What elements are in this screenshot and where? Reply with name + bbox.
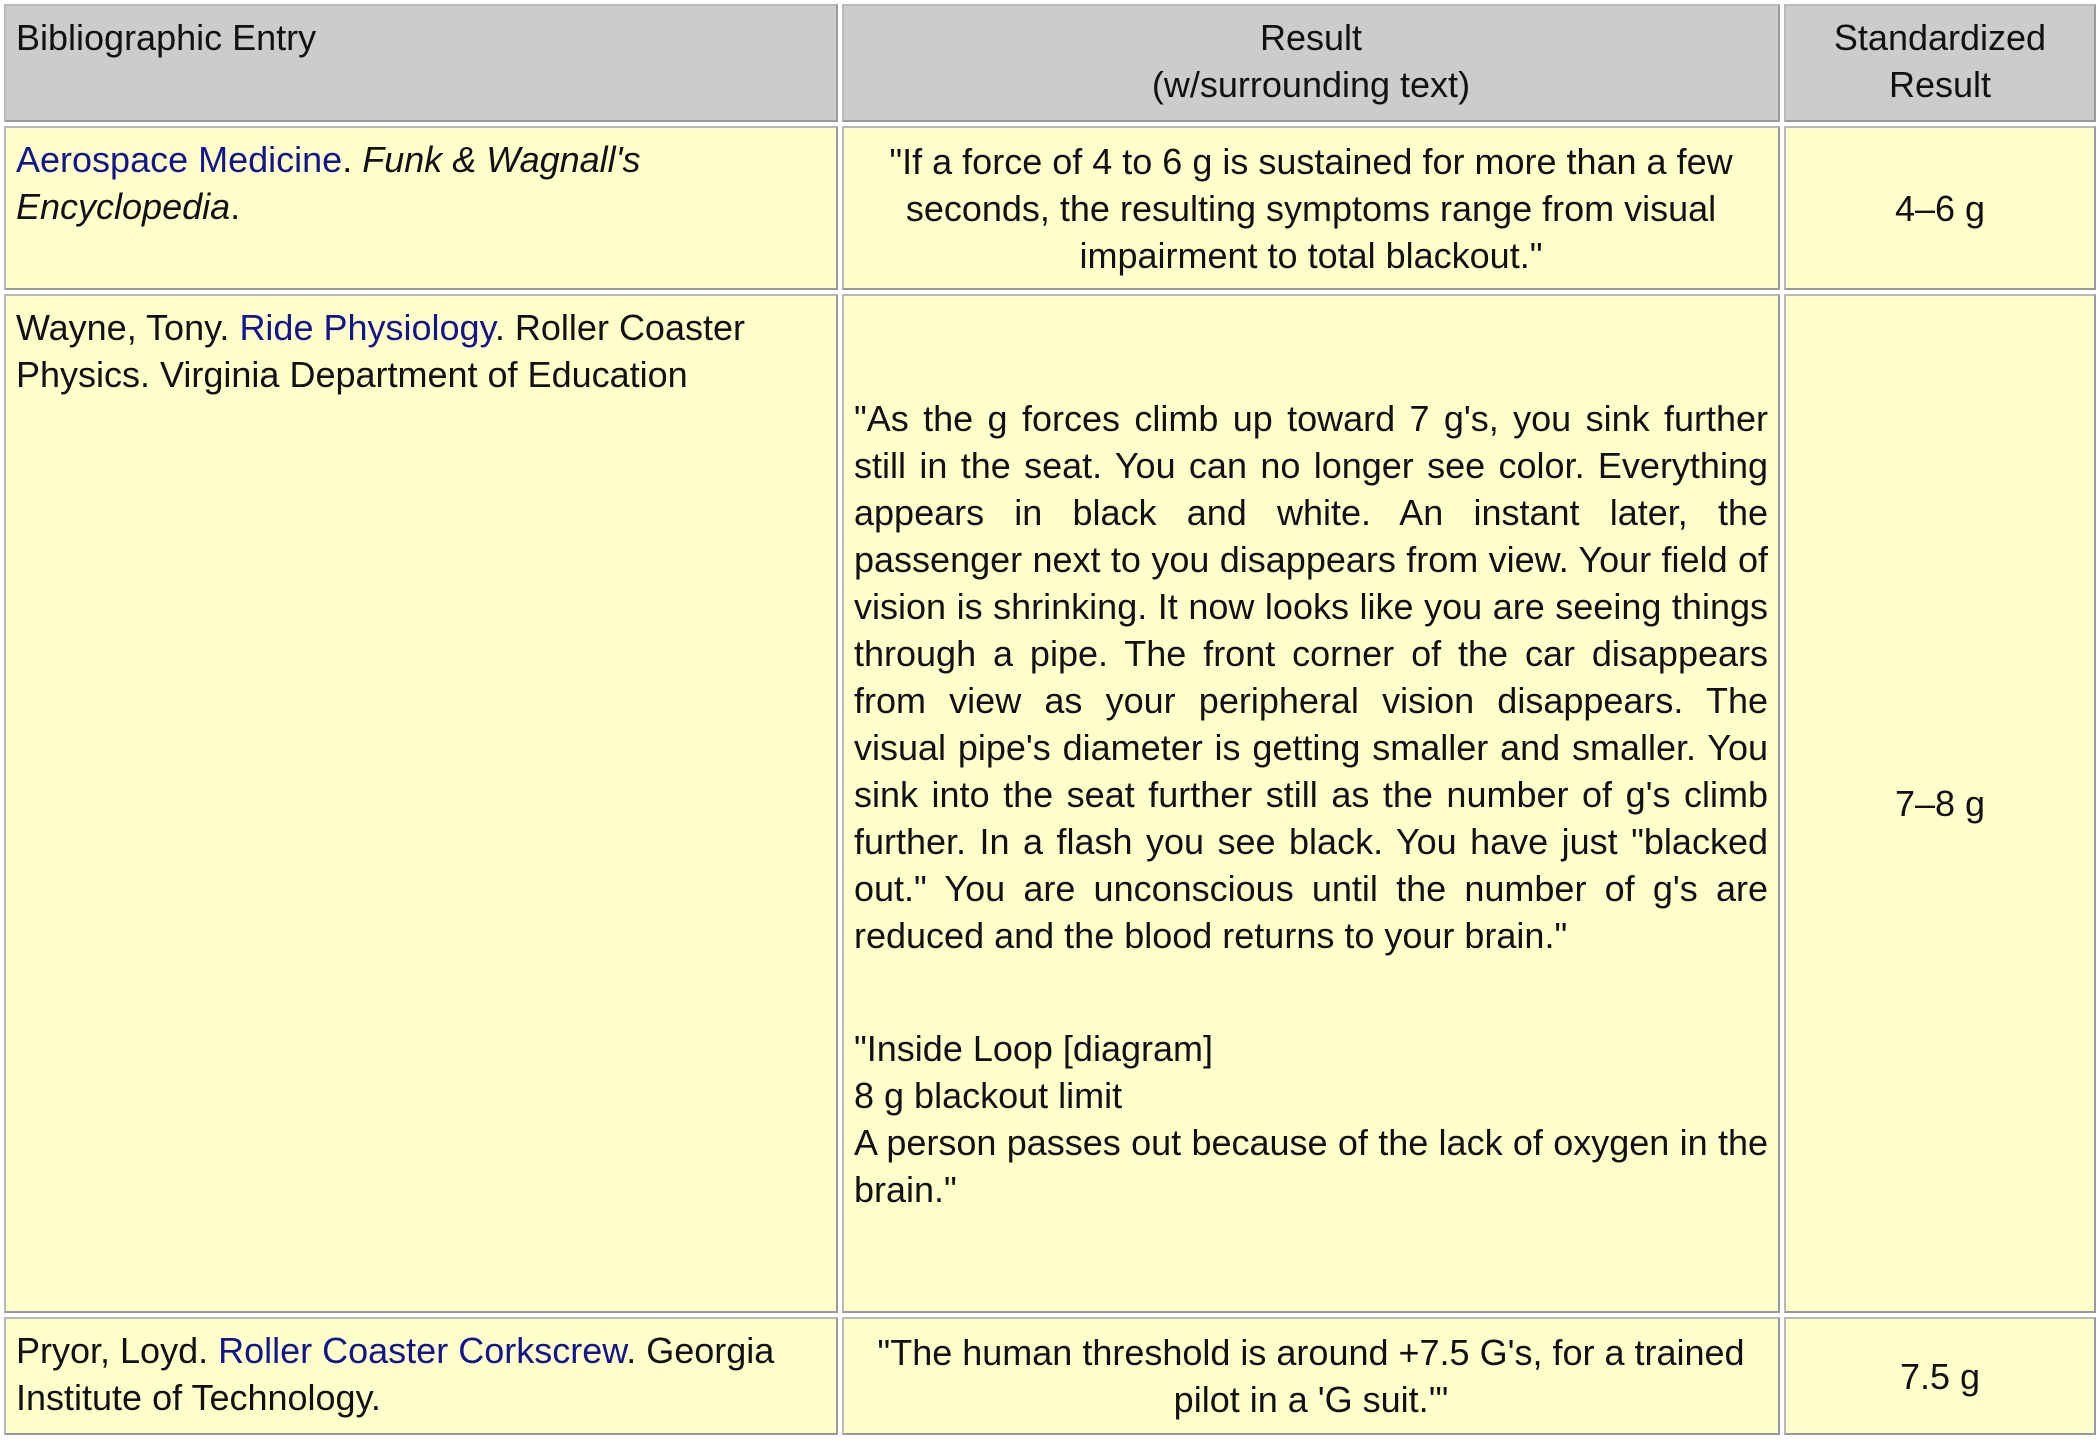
header-std-line1: Standardized <box>1833 17 2047 58</box>
source-link-aerospace-medicine[interactable]: Aerospace Medicine <box>16 139 343 180</box>
entry-author: Pryor, Loyd. <box>16 1330 219 1371</box>
header-standardized-result <box>1784 4 2096 122</box>
standardized-result-value: 7–8 g <box>1894 783 1986 824</box>
result-quote-cell <box>842 294 1780 1313</box>
table-row <box>4 294 2096 1313</box>
entry-tail: . Georgia Institute of Technology. <box>16 1330 775 1418</box>
standardized-result-cell <box>1784 126 2096 290</box>
entry-tail: . <box>230 186 241 227</box>
table-row <box>4 1317 2096 1435</box>
bibliographic-entry-cell <box>4 1317 838 1435</box>
diagram-quote-line2: 8 g blackout limit <box>854 1074 1123 1116</box>
standardized-result-cell <box>1784 1317 2096 1435</box>
bibliographic-entry-cell <box>4 126 838 290</box>
entry-tail: . Roller Coaster Physics. Virginia Department of Education <box>16 307 745 395</box>
header-result-line1: Result <box>1259 17 1363 58</box>
entry-separator: . <box>342 139 363 180</box>
table-row <box>4 126 2096 290</box>
diagram-quote-line3: A person passes out because of the lack of oxygen in the brain." <box>854 1121 1768 1210</box>
diagram-quote-line1: "Inside Loop [diagram] <box>854 1027 1213 1069</box>
entry-publication-title: Funk & Wagnall's Encyclopedia <box>16 139 641 227</box>
header-result-line2: (w/surrounding text) <box>1151 64 1471 105</box>
standardized-result-value: 7.5 g <box>1899 1355 1981 1397</box>
header-result <box>842 4 1780 122</box>
entry-author: Wayne, Tony. <box>16 307 240 348</box>
standardized-result-value: 4–6 g <box>1894 187 1986 229</box>
header-entry-label: Bibliographic Entry <box>16 17 317 58</box>
header-row <box>4 4 2096 122</box>
result-quote-cell <box>842 126 1780 290</box>
header-std-line2: Result <box>1888 64 1992 105</box>
bibliographic-entry-cell <box>4 294 838 1313</box>
source-link-roller-coaster-corkscrew[interactable]: Roller Coaster Corkscrew <box>218 1330 627 1371</box>
result-quote: "As the g forces climb up toward 7 g's, you sink further still in the seat. You can no longer see color. Everything appears in black and white. An instant later, the passenger next to you disappears from view. Your field of vision is shrinking. It now looks like you are seeing things through a pipe. The front corner of the car disappears from view as your peripheral vision disappears. The visual pipe's diameter is getting smaller and smaller. You sink into the seat further still as the number of g's climb further. In a flash you see black. You have just "blacked out." You are unconscious until the number of g's are reduced and the blood returns to your brain." <box>854 397 1768 956</box>
source-link-ride-physiology[interactable]: Ride Physiology <box>239 307 495 348</box>
standardized-result-cell <box>1784 294 2096 1313</box>
result-quote: "If a force of 4 to 6 g is sustained for more than a few seconds, the resulting symptoms range from visual impairment to total blackout." <box>889 140 1733 276</box>
result-quote: "The human threshold is around +7.5 G's, for a trained pilot in a 'G suit.'" <box>877 1332 1745 1420</box>
result-quote-cell <box>842 1317 1780 1435</box>
header-bibliographic-entry <box>4 4 838 122</box>
result-quote-diagram <box>854 1025 1768 1213</box>
